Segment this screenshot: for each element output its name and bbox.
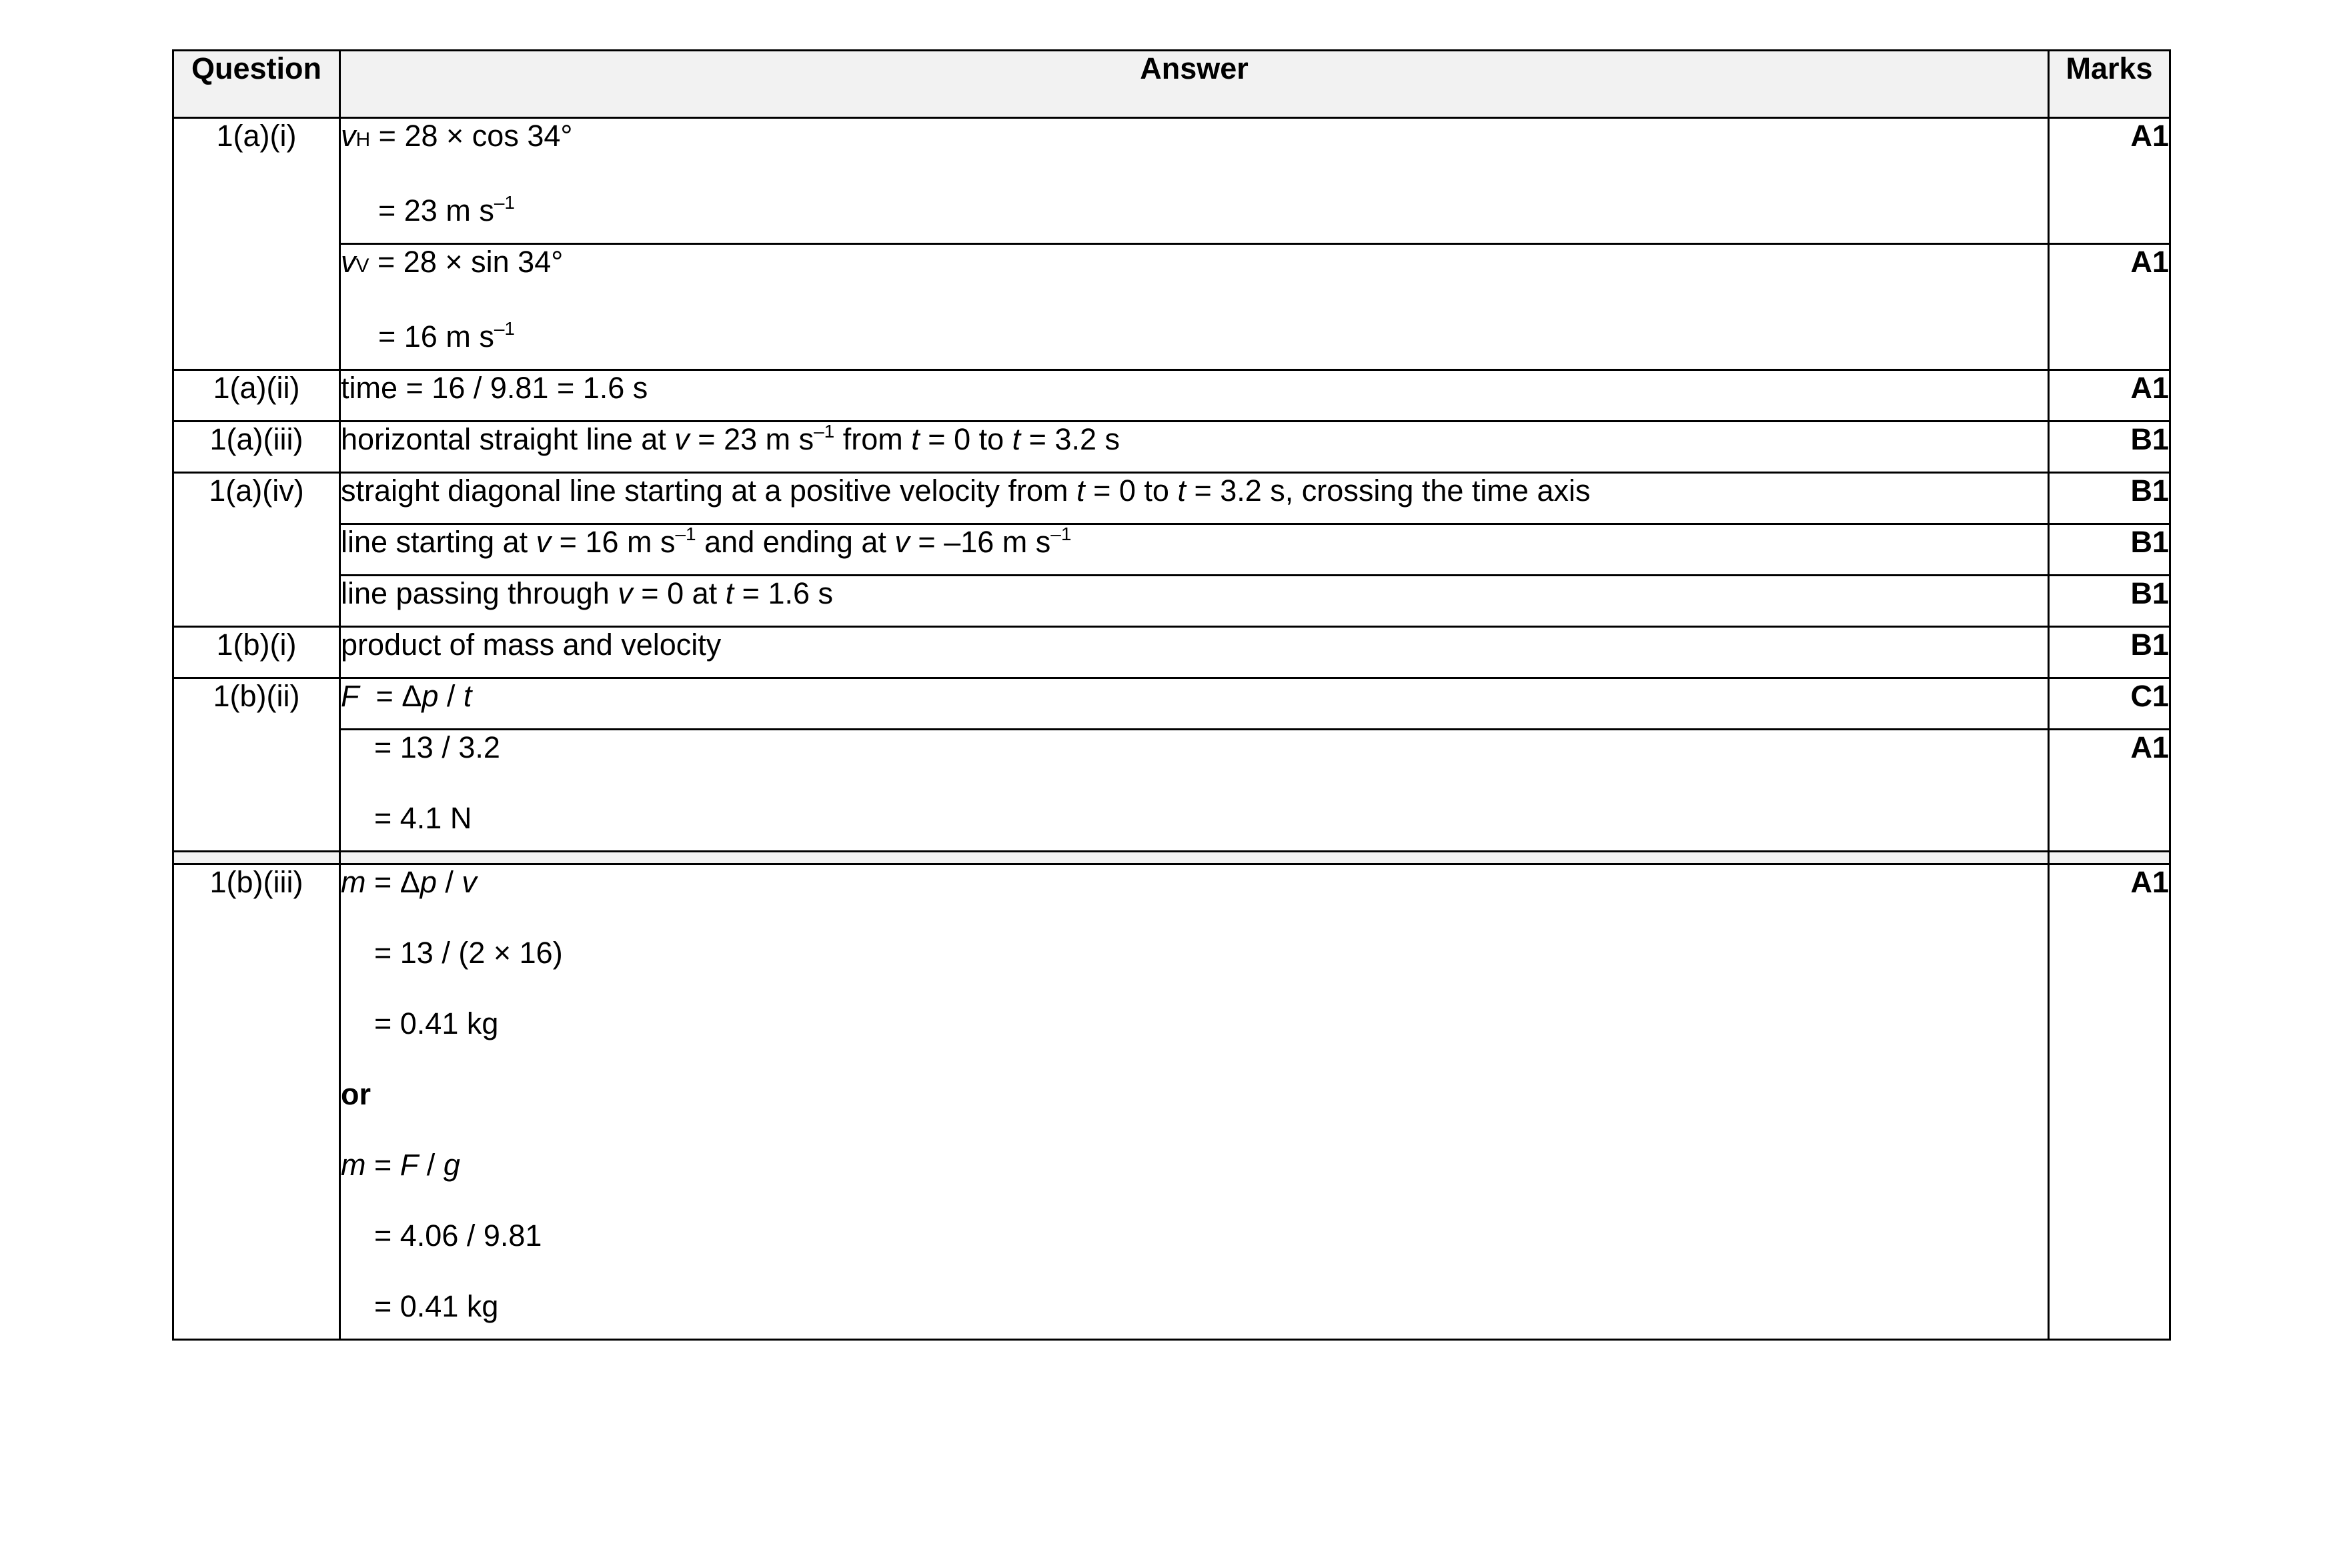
answer-cell: [340, 864, 2049, 1340]
question-number: 1(a)(i): [173, 118, 340, 370]
answer-cell: [340, 730, 2049, 852]
answer-cell: [340, 627, 2049, 678]
table-row: [173, 524, 2170, 576]
answer-line: = 4.1 N: [374, 801, 472, 835]
answer-line: vV = 28 × sin 34°: [341, 245, 564, 279]
mark-cell: A1: [2049, 118, 2170, 244]
answer-line: product of mass and velocity: [341, 628, 722, 662]
answer-line-or: or: [341, 1077, 371, 1111]
mark-cell: B1: [2049, 576, 2170, 627]
page-break-separator: [173, 852, 2170, 864]
separator-cell: [340, 852, 2049, 864]
answer-cell: [340, 524, 2049, 576]
mark-cell: C1: [2049, 678, 2170, 730]
table-row: [173, 118, 2170, 244]
table-row: [173, 473, 2170, 524]
answer-cell: [340, 244, 2049, 370]
separator-cell: [2049, 852, 2170, 864]
mark-cell: A1: [2049, 370, 2170, 422]
question-number: 1(a)(iii): [173, 422, 340, 473]
table-row: [173, 730, 2170, 852]
answer-cell: [340, 576, 2049, 627]
mark-cell: A1: [2049, 730, 2170, 852]
question-number: 1(b)(i): [173, 627, 340, 678]
answer-line: m = F / g: [341, 1148, 460, 1182]
answer-line: m = Δp / v: [341, 865, 477, 899]
answer-cell: [340, 370, 2049, 422]
answer-line: = 0.41 kg: [374, 1006, 499, 1040]
table-row: [173, 678, 2170, 730]
mark-cell: B1: [2049, 473, 2170, 524]
mark-cell: B1: [2049, 524, 2170, 576]
header-question: Question: [173, 51, 340, 118]
mark-cell: A1: [2049, 864, 2170, 1340]
header-row: [173, 51, 2170, 118]
answer-cell: [340, 422, 2049, 473]
separator-cell: [173, 852, 340, 864]
table-row: [173, 422, 2170, 473]
answer-line: straight diagonal line starting at a positive velocity from t = 0 to t = 3.2 s, crossing the time axis: [341, 474, 1591, 508]
answer-line: = 0.41 kg: [374, 1289, 499, 1323]
mark-scheme-table: [172, 49, 2171, 1341]
mark-cell: A1: [2049, 244, 2170, 370]
question-number: 1(a)(ii): [173, 370, 340, 422]
answer-line: = 13 / (2 × 16): [374, 936, 563, 970]
answer-line: time = 16 / 9.81 = 1.6 s: [341, 371, 648, 405]
answer-line: line passing through v = 0 at t = 1.6 s: [341, 576, 834, 610]
answer-line: = 13 / 3.2: [374, 730, 500, 764]
question-number: 1(b)(ii): [173, 678, 340, 852]
answer-line: = 23 m $s^{-1}$: [378, 192, 515, 227]
question-number: 1(a)(iv): [173, 473, 340, 627]
answer-line: horizontal straight line at v = 23 m $s^{-1}$ from t = 0 to t = 3.2 s: [341, 421, 1120, 456]
mark-scheme-page: [172, 49, 2169, 1341]
answer-line: vH = 28 × cos 34°: [341, 119, 573, 153]
mark-cell: B1: [2049, 422, 2170, 473]
answer-line: line starting at v = 16 m $s^{-1}$ and ending at v = –16 m $s^{-1}$: [341, 524, 1072, 559]
table-row: [173, 864, 2170, 1340]
answer-cell: [340, 473, 2049, 524]
table-row: [173, 370, 2170, 422]
answer-line: = 16 m $s^{-1}$: [378, 318, 515, 353]
answer-cell: [340, 118, 2049, 244]
table-row: [173, 576, 2170, 627]
answer-cell: [340, 678, 2049, 730]
answer-line: F = Δp / t: [341, 679, 472, 713]
table-row: [173, 244, 2170, 370]
header-marks: Marks: [2049, 51, 2170, 118]
table-row: [173, 627, 2170, 678]
question-number: 1(b)(iii): [173, 864, 340, 1340]
header-answer: Answer: [340, 51, 2049, 118]
mark-cell: B1: [2049, 627, 2170, 678]
answer-line: = 4.06 / 9.81: [374, 1219, 542, 1253]
